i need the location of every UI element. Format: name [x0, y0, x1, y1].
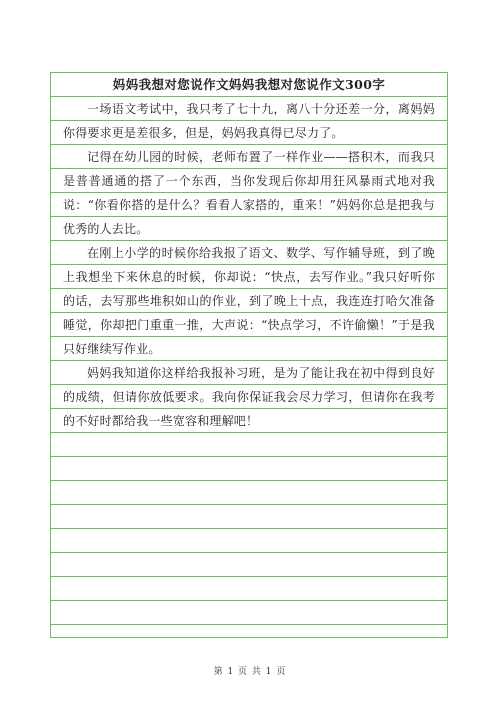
document-body [63, 97, 435, 433]
document-title: 妈妈我想对您说作文妈妈我想对您说作文300字 [112, 77, 386, 92]
paragraph-3: 在刚上小学的时候你给我报了语文、数学、写作辅导班，到了晚上我想坐下来休息的时候，你却说：“快点，去写作业。”我只好听你的话，去写那些堆积如山的作业，到了晚上十点，我连连打哈欠准备睡觉，你却把门重重一推，大声说：“快点学习，不许偷懒！”于是我只好继续写作业。 [63, 246, 435, 356]
page-number: 第 1 页 共 1 页 [213, 667, 287, 677]
paragraph-1: 一场语文考试中，我只考了七十九，离八十分还差一分，离妈妈你得要求更是差很多，但是，妈妈我真得已尽力了。 [63, 102, 435, 140]
paragraph-2: 记得在幼儿园的时候，老师布置了一样作业——搭积木，而我只是普普通通的搭了一个东西，当你发现后你却用狂风暴雨式地对我说：“你看你搭的是什么？看看人家搭的，重来！”妈妈你总是把我与优秀的人去比。 [63, 150, 435, 236]
lined-paper [50, 72, 448, 638]
paragraph-4: 妈妈我知道你这样给我报补习班，是为了能让我在初中得到良好的成绩，但请你放低要求。我向你保证我会尽力学习，但请你在我考的不好时都给我一些宽容和理解吧！ [63, 366, 435, 428]
